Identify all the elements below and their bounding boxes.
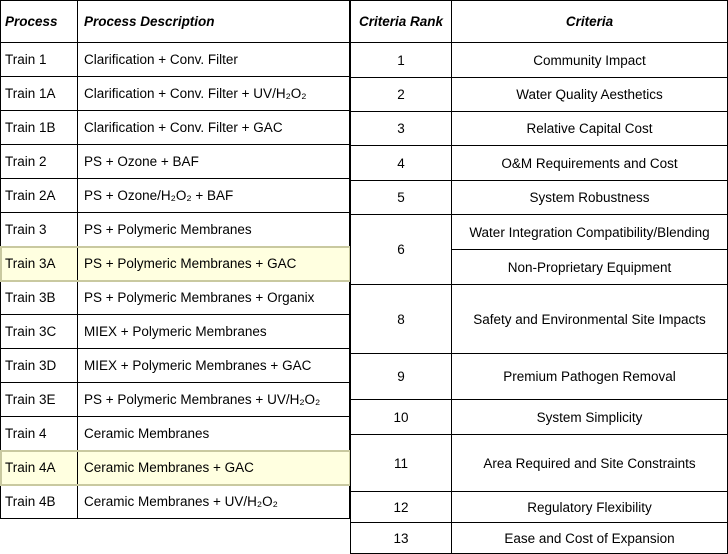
process-header: Process [1,1,78,43]
process-row [1,451,350,485]
process-description-cell: Clarification + Conv. Filter + UV/H₂O₂ [78,77,350,111]
process-name-cell: Train 3E [1,383,78,417]
process-name-cell: Train 4B [1,485,78,519]
criteria-cell: Relative Capital Cost [452,112,728,146]
criteria-row [351,43,728,78]
process-description-cell: Clarification + Conv. Filter + GAC [78,111,350,145]
criteria-rank-cell: 4 [351,146,452,181]
criteria-table-body [351,43,728,554]
process-name-cell: Train 1B [1,111,78,145]
process-description-cell: PS + Polymeric Membranes + UV/H₂O₂ [78,383,350,417]
criteria-rank-cell: 5 [351,181,452,215]
process-description-cell: Ceramic Membranes [78,417,350,451]
process-description-cell: Clarification + Conv. Filter [78,43,350,77]
process-description-cell: Ceramic Membranes + UV/H₂O₂ [78,485,350,519]
process-description-cell: PS + Polymeric Membranes + GAC [78,247,350,281]
criteria-row [351,215,728,250]
criteria-row [351,112,728,146]
criteria-row [351,492,728,523]
criteria-cell: Regulatory Flexibility [452,492,728,523]
criteria-row [351,146,728,181]
process-row [1,111,350,145]
criteria-row [351,523,728,554]
criteria-row [351,400,728,435]
process-name-cell: Train 1A [1,77,78,111]
process-description-cell: Ceramic Membranes + GAC [78,451,350,485]
criteria-header: Criteria [452,1,728,43]
process-table-body [1,43,350,519]
criteria-cell: Water Quality Aesthetics [452,78,728,112]
criteria-cell: Premium Pathogen Removal [452,354,728,400]
process-row [1,383,350,417]
criteria-header-row [351,1,728,43]
process-description-cell: PS + Ozone/H₂O₂ + BAF [78,179,350,213]
process-description-cell: PS + Polymeric Membranes + Organix [78,281,350,315]
process-row [1,281,350,315]
process-row [1,349,350,383]
criteria-rank-cell: 6 [351,215,452,285]
criteria-cell: System Robustness [452,181,728,215]
criteria-rank-cell: 1 [351,43,452,78]
process-row [1,213,350,247]
criteria-cell: Area Required and Site Constraints [452,435,728,492]
process-row [1,77,350,111]
criteria-cell: Safety and Environmental Site Impacts [452,285,728,354]
process-name-cell: Train 2A [1,179,78,213]
criteria-rank-cell: 3 [351,112,452,146]
criteria-rank-cell: 2 [351,78,452,112]
process-description-header: Process Description [78,1,350,43]
process-name-cell: Train 3C [1,315,78,349]
process-name-cell: Train 2 [1,145,78,179]
process-description-cell: PS + Ozone + BAF [78,145,350,179]
process-row [1,485,350,519]
criteria-rank-cell: 9 [351,354,452,400]
criteria-table [350,0,728,554]
criteria-row [351,354,728,400]
process-name-cell: Train 3D [1,349,78,383]
process-table [0,0,350,519]
process-description-cell: MIEX + Polymeric Membranes [78,315,350,349]
process-name-cell: Train 1 [1,43,78,77]
criteria-rank-header: Criteria Rank [351,1,452,43]
criteria-rank-cell: 8 [351,285,452,354]
criteria-cell: Ease and Cost of Expansion [452,523,728,554]
process-name-cell: Train 4 [1,417,78,451]
process-header-row [1,1,350,43]
criteria-rank-cell: 10 [351,400,452,435]
process-description-cell: MIEX + Polymeric Membranes + GAC [78,349,350,383]
process-row [1,43,350,77]
process-name-cell: Train 3B [1,281,78,315]
criteria-cell: System Simplicity [452,400,728,435]
process-row [1,179,350,213]
criteria-cell: O&M Requirements and Cost [452,146,728,181]
criteria-rank-cell: 13 [351,523,452,554]
criteria-cell: Community Impact [452,43,728,78]
criteria-row [351,435,728,492]
criteria-cell: Water Integration Compatibility/Blending [452,215,728,250]
process-description-cell: PS + Polymeric Membranes [78,213,350,247]
process-row [1,145,350,179]
process-name-cell: Train 3 [1,213,78,247]
process-row [1,315,350,349]
process-name-cell: Train 4A [1,451,78,485]
criteria-cell: Non-Proprietary Equipment [452,250,728,285]
criteria-row [351,181,728,215]
criteria-row [351,78,728,112]
process-row [1,247,350,281]
process-row [1,417,350,451]
process-name-cell: Train 3A [1,247,78,281]
criteria-rank-cell: 11 [351,435,452,492]
criteria-row [351,285,728,354]
criteria-rank-cell: 12 [351,492,452,523]
